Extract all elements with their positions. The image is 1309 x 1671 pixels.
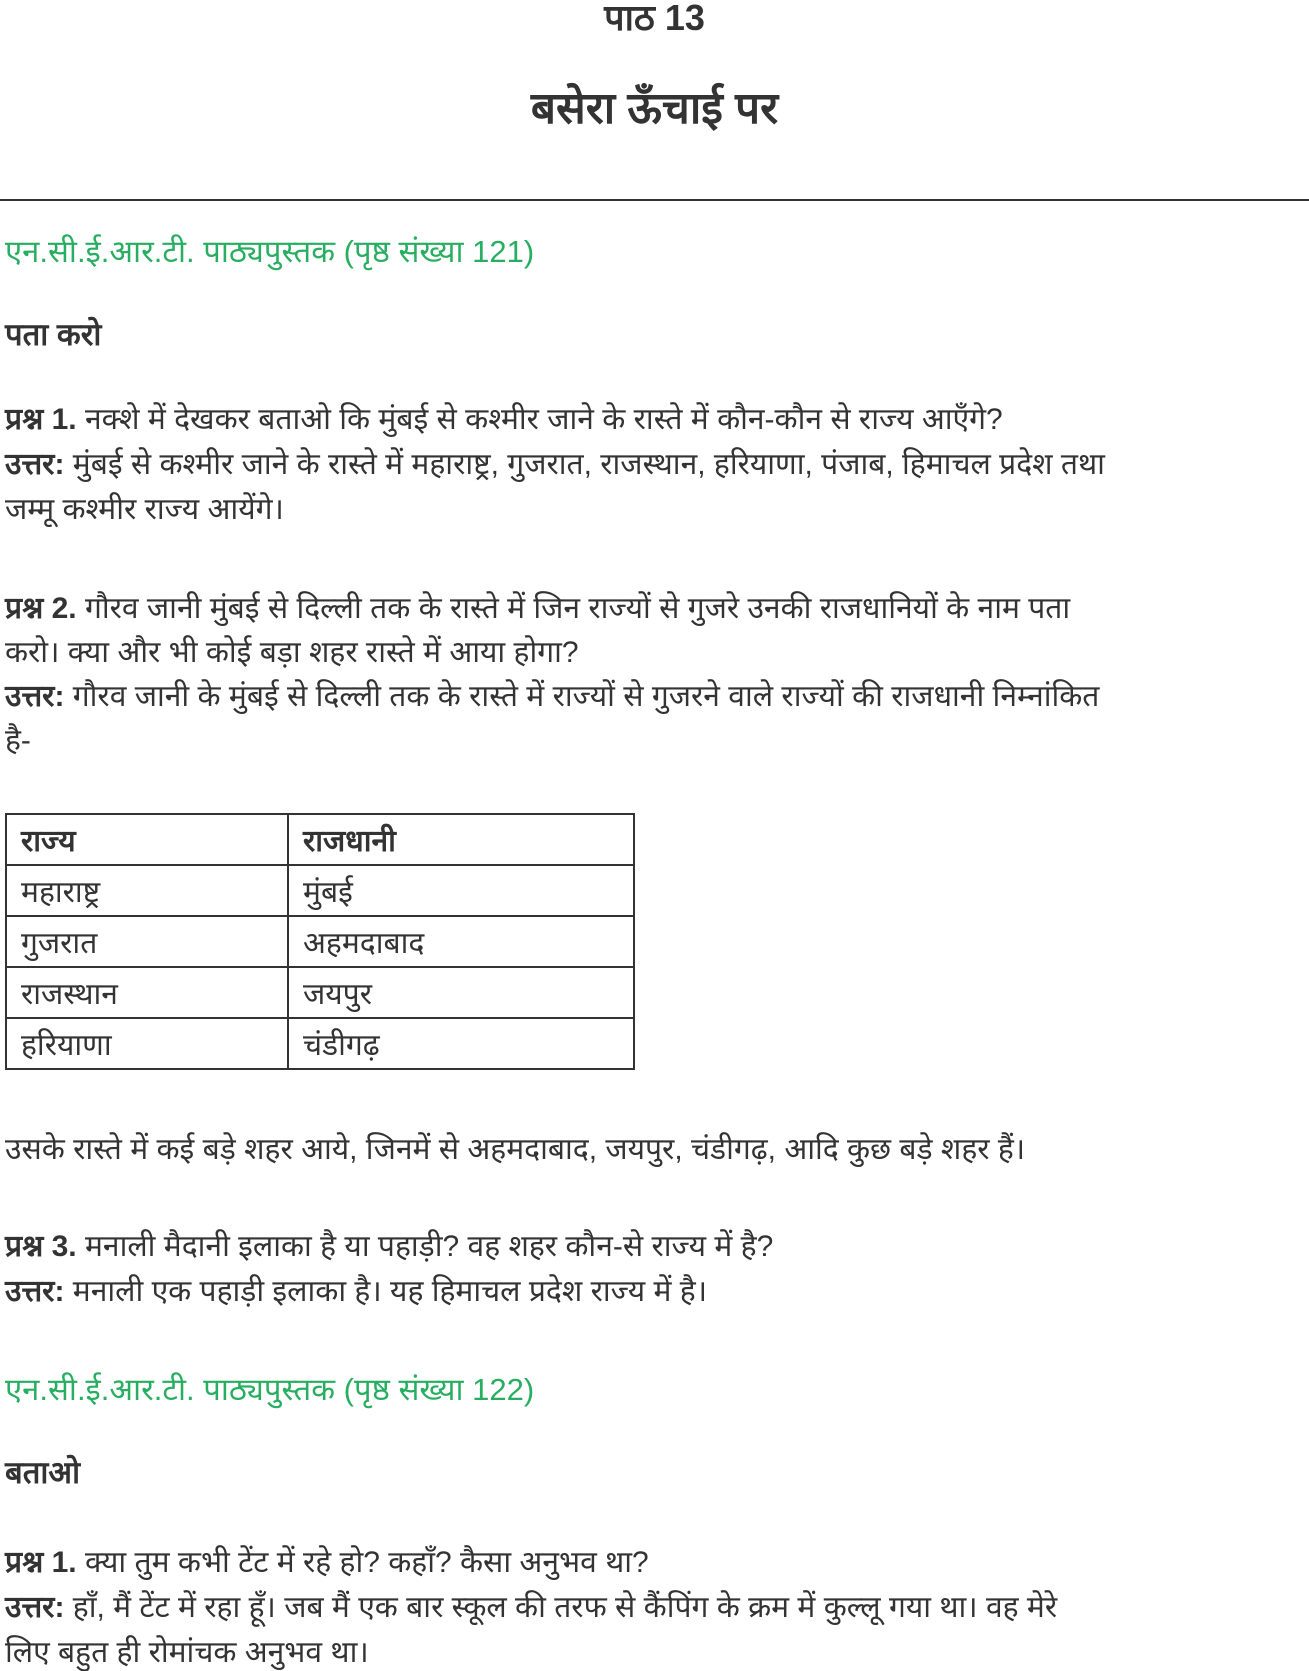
question-line <box>5 397 1003 438</box>
table-header-row <box>6 814 634 865</box>
table-row <box>6 967 634 1018</box>
answer-text: है- <box>5 724 31 757</box>
answer-text: मुंबई से कश्मीर जाने के रास्ते में महाराष्ट्र, गुजरात, राजस्थान, हरियाणा, पंजाब, हिमाचल प्रदेश तथा <box>64 448 1105 481</box>
page-title: बसेरा ऊँचाई पर <box>530 84 779 133</box>
section-source-heading: एन.सी.ई.आर.टी. पाठ्यपुस्तक (पृष्ठ संख्या 121) <box>5 234 535 269</box>
answer-label: उत्तर: <box>5 1591 65 1624</box>
table-cell: अहमदाबाद <box>288 916 634 967</box>
section-subheading: बताओ <box>5 1455 81 1490</box>
state-capital-table <box>5 813 635 1070</box>
answer-line <box>5 442 1105 483</box>
answer-text: जम्मू कश्मीर राज्य आयेंगे। <box>5 493 284 526</box>
lesson-number: पाठ 13 <box>604 0 705 38</box>
table-row <box>6 1018 634 1069</box>
answer-text: हाँ, मैं टेंट में रहा हूँ। जब मैं एक बार स्कूल की तरफ से कैंपिंग के क्रम में कुल्लू गया था। वह मेरे <box>64 1591 1058 1624</box>
divider <box>0 199 1309 201</box>
table-cell: मुंबई <box>288 865 634 916</box>
table-header: राजधानी <box>288 814 634 865</box>
question-text: मनाली मैदानी इलाका है या पहाड़ी? वह शहर कौन-से राज्य में है? <box>76 1230 774 1263</box>
table-cell: महाराष्ट्र <box>6 865 288 916</box>
answer-line <box>5 674 1099 715</box>
question-label: प्रश्न 3. <box>5 1230 77 1263</box>
table-cell: चंडीगढ़ <box>288 1018 634 1069</box>
question-text: नक्शे में देखकर बताओ कि मुंबई से कश्मीर जाने के रास्ते में कौन-कौन से राज्य आएँगे? <box>76 403 1003 436</box>
answer-label: उत्तर: <box>5 680 65 713</box>
answer-line <box>5 1585 1057 1626</box>
table-cell: हरियाणा <box>6 1018 288 1069</box>
answer-text: मनाली एक पहाड़ी इलाका है। यह हिमाचल प्रदेश राज्य में है। <box>64 1275 708 1308</box>
question-label: प्रश्न 1. <box>5 1546 77 1579</box>
section-subheading: पता करो <box>5 317 102 352</box>
answer-text: गौरव जानी के मुंबई से दिल्ली तक के रास्ते में राज्यों से गुजरने वाले राज्यों की राजधानी निम्नांकित <box>64 680 1100 713</box>
question-line <box>5 586 1070 627</box>
answer-text: उसके रास्ते में कई बड़े शहर आये, जिनमें से अहमदाबाद, जयपुर, चंडीगढ़, आदि कुछ बड़े शहर हैं। <box>5 1133 1026 1166</box>
table-row <box>6 916 634 967</box>
question-text: क्या तुम कभी टेंट में रहे हो? कहाँ? कैसा अनुभव था? <box>76 1546 649 1579</box>
question-text: करो। क्या और भी कोई बड़ा शहर रास्ते में आया होगा? <box>5 636 579 669</box>
answer-line <box>5 1269 707 1310</box>
question-line <box>5 1540 649 1581</box>
answer-label: उत्तर: <box>5 448 65 481</box>
table-cell: राजस्थान <box>6 967 288 1018</box>
question-text: गौरव जानी मुंबई से दिल्ली तक के रास्ते में जिन राज्यों से गुजरे उनकी राजधानियों के नाम पता <box>76 592 1071 625</box>
question-line <box>5 1224 773 1265</box>
table-row <box>6 865 634 916</box>
answer-text: लिए बहुत ही रोमांचक अनुभव था। <box>5 1636 369 1669</box>
section-source-heading: एन.सी.ई.आर.टी. पाठ्यपुस्तक (पृष्ठ संख्या 122) <box>5 1372 535 1407</box>
table-cell: गुजरात <box>6 916 288 967</box>
table-cell: जयपुर <box>288 967 634 1018</box>
question-label: प्रश्न 2. <box>5 592 77 625</box>
question-label: प्रश्न 1. <box>5 403 77 436</box>
answer-label: उत्तर: <box>5 1275 65 1308</box>
table-header: राज्य <box>6 814 288 865</box>
